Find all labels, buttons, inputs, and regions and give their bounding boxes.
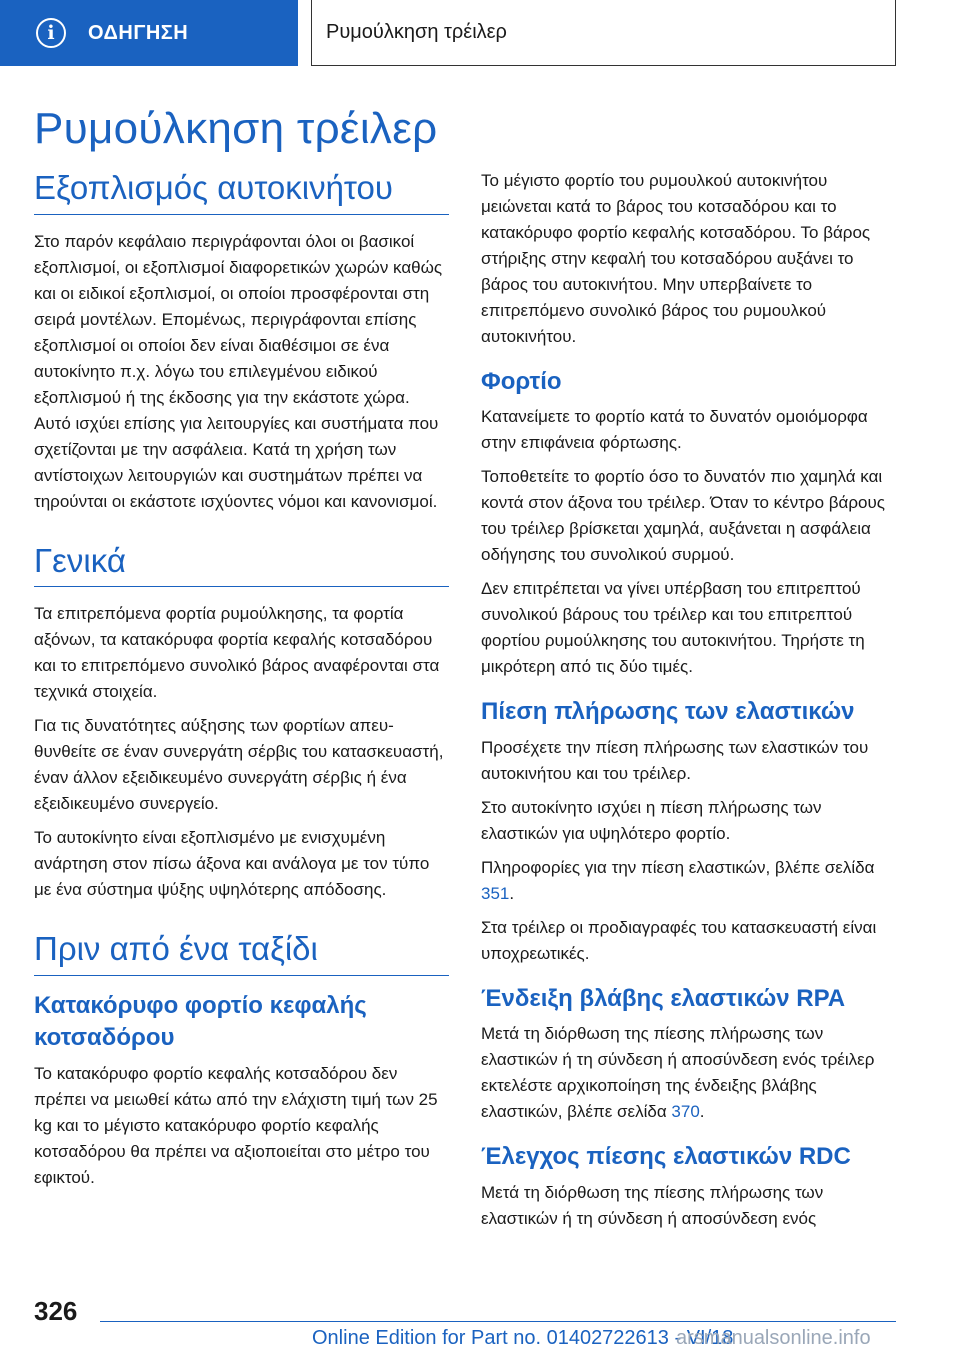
edition-text: Online Edition for Part no. 01402722613 - VI/18 [312,1327,734,1349]
rpa-heading: Ένδειξη βλάβης ελαστικών RPA [481,984,846,1012]
page-number: 326 [34,1296,78,1326]
load-paragraph-2: Τοποθετείτε το φορτίο όσο το δυνατόν πιο χαμηλά και κοντά στον άξονα του τρέιλερ. Όταν το κέντρο βάρους του τρέιλερ βρίσκεται χαμηλά, αυξάνεται η ασφάλεια οδήγησης του συνολικού συρμού. [481,467,885,565]
equipment-heading: Εξοπλισμός αυτοκινήτου [34,168,449,215]
tire-pressure-ref-text: Πληροφορίες για την πίεση ελαστικών, βλέπε σελίδα [481,857,875,877]
page-link-370[interactable]: 370 [671,1102,700,1122]
general-heading: Γενικά [34,541,449,588]
tire-pressure-ref-end: . [509,883,515,903]
watermark-text: arsmanualsonline.info [676,1327,871,1349]
left-column [34,168,449,1199]
tire-pressure-paragraph-1: Προσέχετε την πίεση πλήρωσης των ελαστικών του αυτοκινήτου και του τρέιλερ. [481,737,869,783]
chapter-title: Ρυμούλκηση τρέιλερ [311,0,896,66]
load-paragraph-3: Δεν επιτρέπεται να γίνει υπέρβαση του επιτρεπτού συνολικού βάρους του τρέιλερ και του επιτρεπτού φορτίου ρυμούλκησης του αυτοκινήτου. Τηρήστε τη μικρότερη από τις δύο τιμές. [481,579,865,677]
rpa-paragraph [481,1021,896,1125]
tire-pressure-paragraph-2: Στο αυτοκίνητο ισχύει η πίεση πλήρωσης των ελαστικών για υψηλότερο φορτίο. [481,797,822,843]
page-link-351[interactable]: 351 [481,883,510,903]
general-paragraph-1: Τα επιτρεπόμενα φορτία ρυμούλκησης, τα φορτία αξόνων, τα κατακόρυφα φορτία κεφαλής κοτσαδόρου και το επιτρεπόμενο συνολικό βάρος αναφέρονται στα τεχνικά στοιχεία. [34,604,440,702]
general-paragraph-3: Το αυτοκίνητο είναι εξοπλισμένο με ενισχυμένη ανάρτηση στον πίσω άξονα και ανάλογα με τον τύπο με ένα σύστημα ψύξης υψηλότερης απόδοσης. [34,828,430,900]
continued-paragraph: Το μέγιστο φορτίο του ρυμουλκού αυτοκινήτου μειώνεται κατά το βάρος του κοτσαδόρου και το κατακόρυφο φορτίο κεφαλής κοτσαδόρου. Το βάρος στήριξης στην κεφαλή του κοτσαδόρου αυξάνει το βάρος του αυτοκινήτου. Μην υπερβαίνετε το επιτρεπόμενο συνολικό βάρος του ρυμουλκού αυτοκινήτου. [481,171,871,346]
info-icon: i [36,18,66,48]
before-trip-heading: Πριν από ένα ταξίδι [34,929,449,976]
tire-pressure-paragraph-4: Στα τρέιλερ οι προδιαγραφές του κατασκευαστή είναι υποχρεωτικές. [481,917,877,963]
general-paragraph-2: Για τις δυνατότητες αύξησης των φορτίων απευθυνθείτε σε έναν συνεργάτη σέρβις του κατασκευαστή, έναν άλλον εξειδικευμένο συνεργάτη σέρβις ή ένα εξειδικευμένο συνεργείο. [34,716,444,814]
footer-divider [100,1321,896,1322]
tire-pressure-heading: Πίεση πλήρωσης των ελαστικών [481,698,855,726]
vertical-load-paragraph: Το κατακόρυφο φορτίο κεφαλής κοτσαδόρου δεν πρέπει να μειωθεί κάτω από την ελάχιστη τιμή των 25 kg και το μέγιστο κατακόρυφο φορτίο κεφαλής κοτσαδόρου θα πρέπει να αξιοποιείται στο μέτρο του εφικτού. [34,1063,438,1187]
load-heading: Φορτίο [481,368,562,395]
tire-pressure-paragraph-3 [481,855,896,907]
rpa-ref-text: Μετά τη διόρθωση της πίεσης πλήρωσης των ελαστικών ή τη σύνδεση ή αποσύνδεση ενός τρέιλερ εκτελέστε αρχικοποίηση της ένδειξης βλάβης ελαστικών, βλέπε σελίδα [481,1024,875,1122]
equipment-paragraph: Στο παρόν κεφάλαιο περιγράφονται όλοι οι βασικοί εξοπλισμοί, οι εξοπλισμοί διαφορετικών χωρών καθώς και οι ειδικοί εξοπλισμοί, οι οποίοι προσφέρονται στη σειρά μοντέλων. Επομένως, περιγράφονται επίσης εξοπλισμοί οι οποίοι δεν είναι διαθέσιμοι σε ένα αυτοκίνητο π.χ. λόγω του επιλεγμένου ειδικού εξοπλισμού ή της έκδοσης για την εκάστοτε χώρα. Αυτό ισχύει επίσης για λειτουργίες και συστήματα που σχετίζονται με την ασφάλεια. Κατά τη χρήση των αντίστοιχων λειτουργιών και συστημάτων πρέπει να τηρούνται οι εκάστοτε ισχύοντες νόμοι και κανονισμοί. [34,231,443,511]
rdc-paragraph: Μετά τη διόρθωση της πίεσης πλήρωσης των ελαστικών ή τη σύνδεση ή αποσύνδεση ενός [481,1182,824,1228]
page-title: Ρυμούλκηση τρέιλερ [34,104,438,153]
load-paragraph-1: Κατανείμετε το φορτίο κατά το δυνατόν ομοιόμορφα στην επιφάνεια φόρτωσης. [481,407,868,453]
rpa-ref-end: . [699,1102,705,1122]
section-tab-label: ΟΔΗΓΗΣΗ [88,21,189,44]
vertical-load-heading: Κατακόρυφο φορτίο κεφαλής κοτσαδόρου [34,991,367,1052]
right-column [481,168,896,1240]
rdc-heading: Έλεγχος πίεσης ελαστικών RDC [481,1143,851,1171]
section-tab[interactable] [0,0,298,66]
